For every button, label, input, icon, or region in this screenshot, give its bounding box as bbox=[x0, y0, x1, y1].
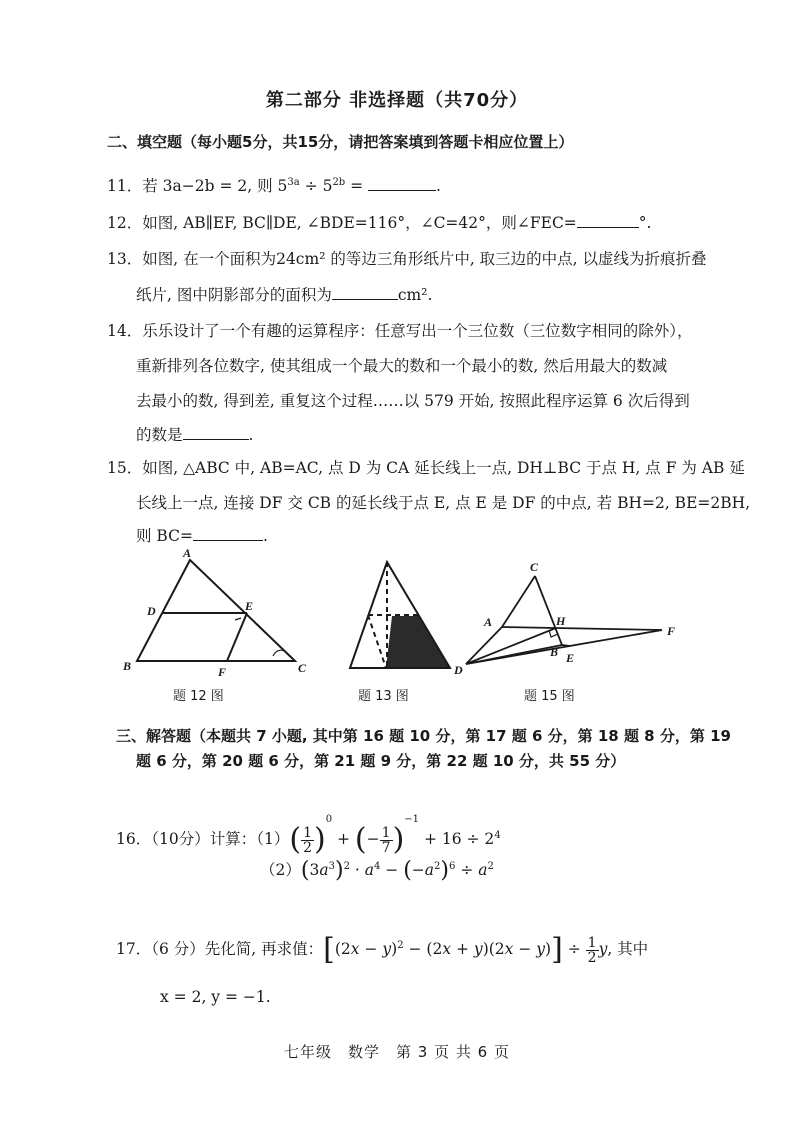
fig12-label-d: D bbox=[147, 604, 156, 618]
fig12-label-f: F bbox=[218, 665, 227, 679]
question-14-line4 bbox=[136, 423, 253, 446]
question-15-line1 bbox=[107, 457, 745, 479]
part-title: 第二部分 非选择题（共70分） bbox=[265, 90, 529, 111]
fig15-label-e: E bbox=[566, 651, 575, 665]
section3-header-line1: 三、解答题（本题共 7 小题, 其中第 16 题 10 分，第 17 题 6 分，第 18 题 8 分，第 19 bbox=[116, 727, 731, 745]
q14-line2: 重新排列各位数字, 使其组成一个最大的数和一个最小的数, 然后用最大的数减 bbox=[136, 357, 668, 375]
q15-line3: 则 BC= bbox=[136, 527, 193, 545]
q15-number: 15． bbox=[107, 459, 143, 477]
fig12-caption: 题 12 图 bbox=[173, 689, 224, 704]
question-16-part2 bbox=[260, 852, 494, 886]
q12-end: °. bbox=[638, 214, 652, 232]
figure-15 bbox=[452, 560, 682, 708]
q11-operator: ÷ 5 bbox=[299, 177, 333, 196]
q13-number: 13． bbox=[107, 250, 143, 268]
fig15-caption: 题 15 图 bbox=[524, 689, 575, 704]
q13-answer-blank bbox=[332, 283, 398, 300]
fig12-label-e: E bbox=[245, 599, 254, 613]
fig12-angle-c-mark bbox=[273, 650, 285, 656]
q14-end: . bbox=[248, 426, 254, 444]
q11-exponent-2: 2b bbox=[332, 177, 346, 188]
q16-part1-label: （1） bbox=[256, 830, 290, 848]
question-13-line1 bbox=[107, 248, 707, 270]
q11-end: . bbox=[436, 177, 441, 196]
fig15-segment-dh bbox=[466, 628, 559, 664]
q16-score: （10分）计算： bbox=[151, 830, 257, 848]
q14-answer-blank bbox=[183, 423, 249, 440]
fig12-label-c: C bbox=[298, 661, 307, 675]
fig13-caption: 题 13 图 bbox=[358, 689, 409, 704]
question-16-part1 bbox=[116, 800, 501, 859]
question-12 bbox=[107, 211, 651, 234]
q17-number: 17． bbox=[116, 940, 152, 959]
question-14-line1 bbox=[107, 320, 693, 342]
q16-part2-label: （2） bbox=[260, 861, 301, 880]
fig12-segment-ef bbox=[227, 613, 247, 661]
question-11 bbox=[107, 172, 441, 197]
figure-12 bbox=[115, 548, 325, 708]
question-13-line2 bbox=[136, 283, 432, 306]
question-17 bbox=[116, 926, 648, 969]
q15-line1: 如图, △ABC 中, AB=AC, 点 D 为 CA 延长线上一点, DH⊥BC 于点 H, 点 F 为 AB 延 bbox=[142, 459, 745, 477]
q12-text: 如图, AB∥EF, BC∥DE, ∠BDE=116°，∠C=42°，则∠FEC= bbox=[142, 214, 577, 232]
fig15-label-h: H bbox=[556, 614, 566, 628]
fig15-label-a: A bbox=[484, 615, 493, 629]
fig13-shaded-region bbox=[386, 616, 450, 668]
q16-part2-expr: $(3a^3)^2 \cdot a^4 - (-a^2)^6 \div a^2$ bbox=[300, 858, 494, 884]
q15-line2: 长线上一点, 连接 DF 交 CB 的延长线于点 E, 点 E 是 DF 的中点, 若 BH=2, BE=2BH, bbox=[136, 494, 751, 512]
q11-equals: = bbox=[345, 177, 369, 196]
fig15-segment-ca bbox=[502, 576, 535, 627]
fig15-label-d: D bbox=[454, 663, 463, 677]
q17-tail: , 其中 bbox=[607, 940, 649, 959]
q17-expr: $[(2x - y)^2 - (2x + y)(2x - y)]$ ÷ $\frac{1}{2}$ y bbox=[323, 932, 608, 968]
question-15-line3 bbox=[136, 524, 268, 547]
page-footer: 七年级 数学 第 3 页 共 6 页 bbox=[284, 1043, 510, 1061]
q12-answer-blank bbox=[577, 211, 639, 228]
q17-condition: x = 2, y = −1. bbox=[160, 988, 271, 1006]
fig13-dashed-fold bbox=[368, 615, 386, 668]
q11-base: 5 bbox=[277, 177, 288, 196]
fig15-segment-db bbox=[466, 645, 562, 664]
q14-line3: 去最小的数, 得到差, 重复这个过程……以 579 开始, 按照此程序运算 6 次后得到 bbox=[136, 392, 690, 410]
q15-answer-blank bbox=[193, 524, 263, 541]
fig15-label-b: B bbox=[550, 645, 559, 659]
fig12-label-b: B bbox=[123, 659, 132, 673]
q17-score: （6 分）先化简, 再求值： bbox=[151, 940, 324, 959]
q12-number: 12． bbox=[107, 214, 143, 232]
q11-prefix: 若 3a−2b = 2, 则 bbox=[142, 177, 278, 196]
q11-answer-blank bbox=[368, 174, 436, 191]
fig12-triangle-abc bbox=[137, 560, 295, 661]
fig15-label-c: C bbox=[530, 560, 539, 574]
fig15-segment-af bbox=[502, 627, 662, 630]
q11-number: 11． bbox=[107, 177, 143, 196]
q16-part1-expr: ( $\frac{1}{2}$ )$^0$ + (− $\frac{1}{7}$ )$^{-1} + 16 \div 2^4$ bbox=[289, 814, 501, 857]
q14-line4: 的数是 bbox=[136, 426, 183, 444]
fig12-angle-e-mark bbox=[235, 618, 241, 620]
q16-number: 16． bbox=[116, 830, 152, 848]
section2-header: 二、填空题（每小题5分，共15分，请把答案填到答题卡相应位置上） bbox=[107, 133, 574, 151]
q14-line1: 乐乐设计了一个有趣的运算程序：任意写出一个三位数（三位数字相同的除外）， bbox=[142, 322, 693, 340]
q15-end: . bbox=[262, 527, 268, 545]
figure-13 bbox=[340, 548, 470, 708]
fig12-label-a: A bbox=[183, 548, 192, 560]
fig15-label-f: F bbox=[667, 624, 676, 638]
q14-number: 14． bbox=[107, 322, 143, 340]
section3-header-line2: 题 6 分，第 20 题 6 分，第 21 题 9 分，第 22 题 10 分，共 55 分） bbox=[136, 752, 626, 770]
q11-exponent-1: 3a bbox=[287, 177, 300, 188]
q13-unit: cm². bbox=[397, 286, 433, 304]
q13-line1: 如图, 在一个面积为24cm² 的等边三角形纸片中, 取三边的中点, 以虚线为折痕折叠 bbox=[142, 250, 707, 268]
q13-line2: 纸片, 图中阴影部分的面积为 bbox=[136, 286, 332, 304]
